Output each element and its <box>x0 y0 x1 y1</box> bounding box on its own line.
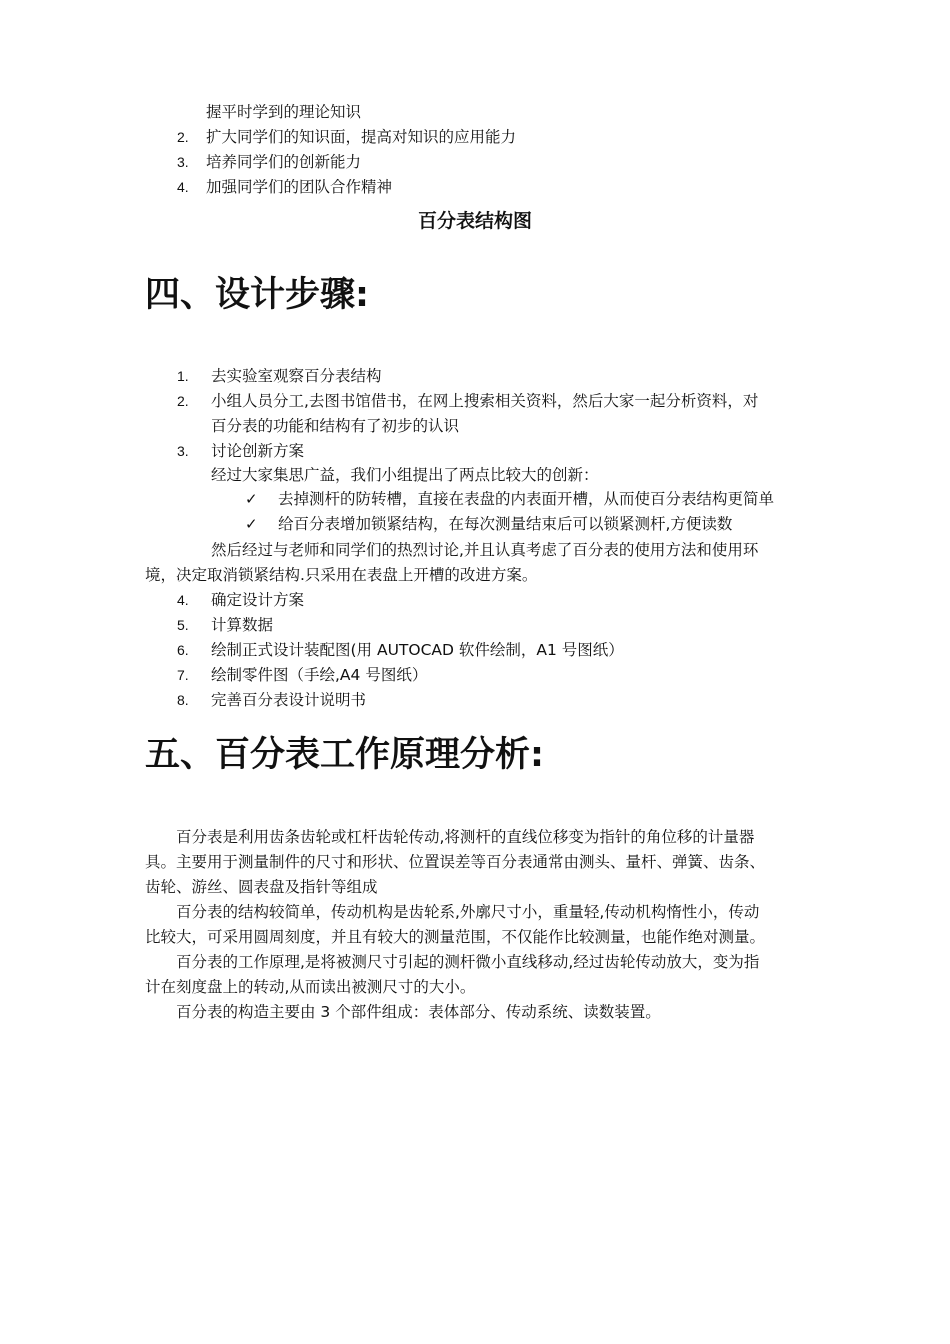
objective-item: 扩大同学们的知识面，提高对知识的应用能力 <box>206 128 517 146</box>
step-number: 7. <box>177 667 189 683</box>
step-number: 8. <box>177 692 189 708</box>
paragraph-line: 百分表是利用齿条齿轮或杠杆齿轮传动,将测杆的直线位移变为指针的角位移的计量器 <box>145 828 755 846</box>
paragraph-line: 计在刻度盘上的转动,从而读出被测尺寸的大小。 <box>145 978 476 996</box>
checkmark-icon: ✓ <box>245 490 258 508</box>
step-item: 计算数据 <box>211 616 274 634</box>
step-item-continuation: 百分表的功能和结构有了初步的认识 <box>211 417 460 435</box>
innovation-intro: 经过大家集思广益，我们小组提出了两点比较大的创新： <box>211 466 599 484</box>
objective-number: 2. <box>177 129 189 145</box>
innovation-item: 给百分表增加锁紧结构，在每次测量结束后可以锁紧测杆,方便读数 <box>278 515 733 533</box>
step-item: 小组人员分工,去图书馆借书，在网上搜索相关资料，然后大家一起分析资料，对 <box>211 392 759 410</box>
paragraph-line: 具。主要用于测量制件的尺寸和形状、位置误差等百分表通常由测头、量杆、弹簧、齿条、 <box>145 853 766 871</box>
paragraph-line: 百分表的构造主要由 3 个部件组成：表体部分、传动系统、读数装置。 <box>145 1003 661 1021</box>
step-item: 去实验室观察百分表结构 <box>211 367 382 385</box>
discussion-text: 境，决定取消锁紧结构.只采用在表盘上开槽的改进方案。 <box>145 566 538 584</box>
checkmark-icon: ✓ <box>245 515 258 533</box>
discussion-text: 然后经过与老师和同学们的热烈讨论,并且认真考虑了百分表的使用方法和使用环 <box>211 541 759 559</box>
step-number: 6. <box>177 642 189 658</box>
step-number: 5. <box>177 617 189 633</box>
figure-caption: 百分表结构图 <box>417 210 532 232</box>
paragraph-line: 比较大，可采用圆周刻度，并且有较大的测量范围，不仅能作比较测量，也能作绝对测量。 <box>145 928 766 946</box>
objective-1-continuation: 握平时学到的理论知识 <box>206 103 362 121</box>
step-item: 确定设计方案 <box>211 591 305 609</box>
section-5-heading: 五、百分表工作原理分析: <box>145 735 544 775</box>
step-item: 讨论创新方案 <box>211 442 305 460</box>
objective-item: 培养同学们的创新能力 <box>206 153 362 171</box>
objective-item: 加强同学们的团队合作精神 <box>206 178 393 196</box>
step-item: 绘制零件图（手绘,A4 号图纸） <box>211 666 428 684</box>
objective-number: 3. <box>177 154 189 170</box>
step-number: 4. <box>177 592 189 608</box>
paragraph-line: 百分表的结构较简单，传动机构是齿轮系,外廓尺寸小，重量轻,传动机构惰性小，传动 <box>145 903 760 921</box>
step-number: 3. <box>177 443 189 459</box>
paragraph-line: 百分表的工作原理,是将被测尺寸引起的测杆微小直线移动,经过齿轮传动放大，变为指 <box>145 953 760 971</box>
step-number: 2. <box>177 393 189 409</box>
paragraph-line: 齿轮、游丝、圆表盘及指针等组成 <box>145 878 378 896</box>
step-item: 绘制正式设计装配图(用 AUTOCAD 软件绘制，A1 号图纸） <box>211 641 624 659</box>
step-item: 完善百分表设计说明书 <box>211 691 367 709</box>
innovation-item: 去掉测杆的防转槽，直接在表盘的内表面开槽，从而使百分表结构更简单 <box>278 490 775 508</box>
section-4-heading: 四、设计步骤: <box>145 275 369 315</box>
objective-number: 4. <box>177 179 189 195</box>
step-number: 1. <box>177 368 189 384</box>
